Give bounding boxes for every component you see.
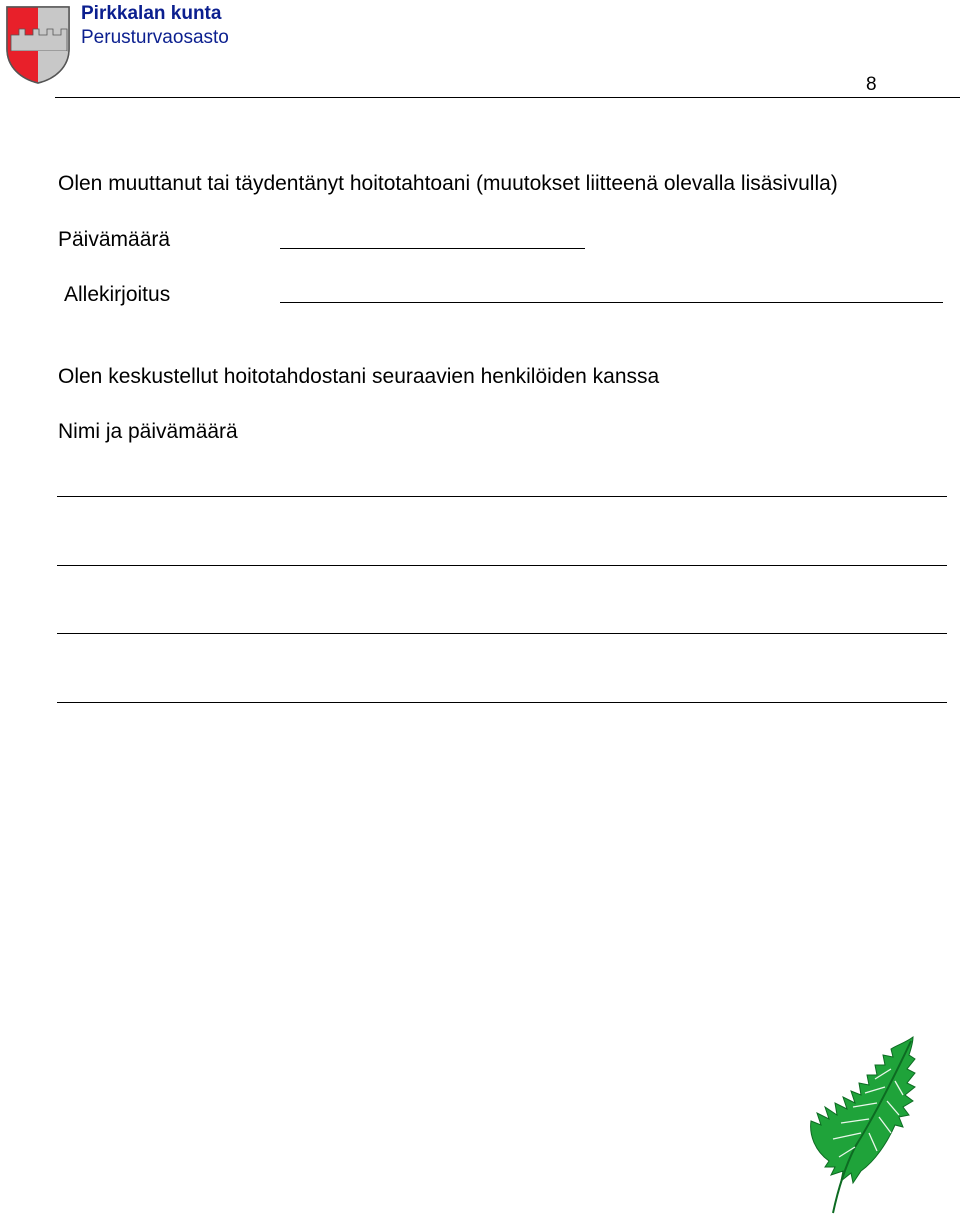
date-label: Päivämäärä: [58, 228, 171, 251]
name-date-field-3[interactable]: [57, 633, 947, 634]
name-date-field-4[interactable]: [57, 702, 947, 703]
name-date-label: Nimi ja päivämäärä: [58, 420, 238, 443]
signature-label: Allekirjoitus: [64, 283, 171, 306]
page-number: 8: [866, 74, 877, 95]
name-date-field-2[interactable]: [57, 565, 947, 566]
leaf-icon: [805, 1035, 920, 1217]
discussed-statement: Olen keskustellut hoitotahdostani seuraavien henkilöiden kanssa: [58, 365, 660, 388]
department-name: Perusturvaosasto: [81, 27, 229, 48]
organization-name: Pirkkalan kunta: [81, 3, 222, 24]
name-date-field-1[interactable]: [57, 496, 947, 497]
header-divider: [55, 97, 960, 98]
changes-statement: Olen muuttanut tai täydentänyt hoitotahtoani (muutokset liitteenä olevalla lisäsivulla): [58, 172, 838, 195]
coat-of-arms-icon: [5, 5, 71, 85]
date-field[interactable]: [280, 248, 585, 249]
signature-field[interactable]: [280, 302, 943, 303]
